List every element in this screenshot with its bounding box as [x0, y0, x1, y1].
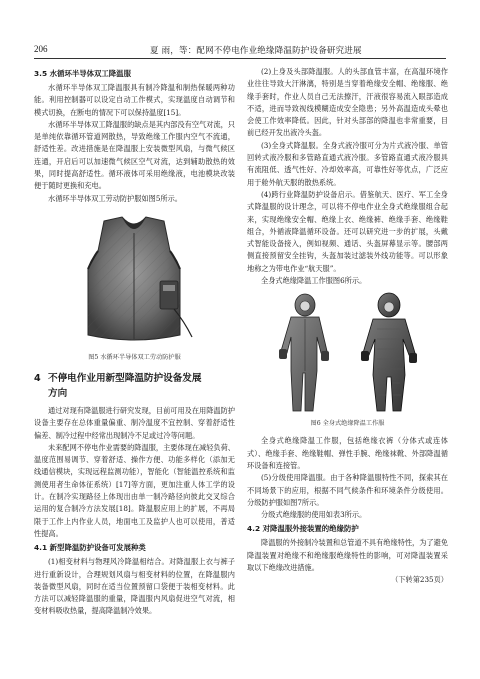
figure-5-vest-image [34, 211, 235, 351]
paragraph: 全身式绝缘降温工作服图6所示。 [261, 276, 367, 286]
running-title: 夏 雨，等：配网不停电作业绝缘降温防护设备研究进展 [150, 46, 362, 56]
section-4-title-line1: 不停电作业用新型降温防护设备发展 [48, 372, 202, 384]
section-4-number: 4 [34, 372, 41, 384]
paragraph: (4)跨行业降温防护设备启示。借鉴航天、医疗、军工全身式降温服的设计理念，可以将不停电作业全身式绝缘服组合起来，实现绝缘安全帽、绝缘上衣、绝缘裤、绝缘手套、绝缘鞋组合，外循液降温循环设备。还可以研究进一步的扩展，头戴式智能设备接入，例如视频、通话、头盔屏幕显示等。腰部两侧直接预留安全挂钩，头盔加装过滤装外线功能等。可以形象地称之为带电作业“航天服”。 [247, 189, 448, 273]
left-column [34, 66, 235, 618]
paragraph: (1)相变材料与物理风冷降温相结合。对降温服上衣与裤子进行重新设计，合理规划风扇与相变材料的位置，在降温服内装备微型风扇，同时在适当位置预留口袋便于装相变材料。此方法可以减轻降温服的重量，降温服内风扇促进空气对流，相变材料吸收热量，提高降温制冷效果。 [34, 557, 235, 616]
paragraph: (2)上身及头部降温服。人的头部血管丰富，在高温环境作业往往导致大汗淋漓，特别是当穿着绝缘安全帽、绝缘服、绝缘手套时，作业人员自己无法擦汗，汗液很容易流入眼部造成不适，进而导致视线模糊造成安全隐患；另外高温造成头晕也会使工作效率降低。因此，针对头部部的降温也非常重要，目前已经开发出液冷头盔。 [247, 67, 448, 138]
suits-illustration [247, 291, 448, 417]
paragraph: 降温服的外接制冷装置和总管道不具有绝缘特性，为了避免降温装置对绝缘不和绝缘服绝缘特性的影响，可对降温装置采取以下绝缘改进措施。 [247, 538, 448, 573]
paragraph: 水循环半导体双工劳动防护服如图5所示。 [48, 193, 182, 203]
suit-left [279, 294, 329, 411]
section-3-5-heading: 3.5 水循环半导体双工降温服 [34, 69, 131, 78]
figure-6-suits-image [247, 291, 448, 417]
header-rule [34, 58, 446, 59]
figure-6-caption: 图6 全身式绝缘降温工作服 [310, 420, 385, 428]
paragraph: 分级式绝缘服的使用如表3所示。 [261, 510, 367, 520]
vest-illustration [34, 211, 235, 351]
section-4-2-heading: 4.2 对降温服外接装置的绝缘防护 [247, 524, 359, 534]
paragraph: 水循环半导体双工降温服的缺点是其内部没有空气对流，只是单纯依靠循环管道网散热，导致绝缘工作服内空气不流通，舒适性差。改进措施是在降温服上安装微型风扇，与微气候区连通，开启后可以加速微气候区空气对流，达到辅助散热的效果，同时提高舒适性。循环液体可采用绝缘液，电池模块改装便于随时更换和充电。 [34, 119, 235, 191]
section-4-heading [34, 371, 235, 401]
continued-note: （下转第235页） [391, 575, 448, 585]
section-4-title-line2: 方向 [48, 387, 68, 399]
right-column [247, 66, 448, 587]
paragraph: 未来配网不停电作业需要的降温服，主要体现在减轻负荷、温度范围易调节、穿着舒适、操作方便、功能多样化（添加无线通信模块，实现远程监测功能），智能化（智能温控系统和监测使用者生命体征系统）[17]等方面，更加注重人体工学的设计。在制冷实现路径上体现出由单一制冷路径向彼此交叉综合运用的复合制冷方法发展[18]。降温服应用上的扩展，不再局限于工作上内作业人员，地面电工及监护人也可以使用，普适性提高。 [34, 442, 235, 538]
paragraph: (3)全身式降温服。全身式液冷服可分为片式液冷服、单管回转式液冷服和多管路直通式液冷服。多管路直通式液冷服具有流阻低、透气性好、冷却效率高，可靠性好等优点，广泛应用于舱外航天服的散热系统。 [247, 140, 448, 187]
paragraph: 通过对现有降温服进行研究发现，目前可用及在用降温防护设备主要存在总体重量偏重、制冷温度不宜控制、穿着舒适性偏差、制冷过程中经常出现制冷不足或过冷等问题。 [34, 405, 235, 440]
paragraph: 全身式绝缘降温工作服，包括绝缘衣裤（分体式或连体式）、绝缘手套、绝缘鞋帽、弹性手腕、绝缘袜靴、外部降温循环设备和连接管。 [247, 436, 448, 470]
paragraph: (5)分级使用降温服。由于各种降温服特性不同，探索其在不同场景下的应用，根据不同气候条件和环境条件分级使用。分级防护服如图7所示。 [247, 473, 448, 507]
section-4-1-heading: 4.1 新型降温防护设备可发展种类 [34, 543, 146, 553]
figure-5-caption: 图5 水循环半导体双工劳动防护服 [88, 353, 181, 361]
page-number: 206 [34, 44, 48, 54]
paragraph: 水循环半导体双工降温服具有制冷降温和制热保暖两种功能。利用控制器可以设定自动工作模式，实现温度自动调节和模式切换，在断电的情况下可以保持温度[15]。 [34, 83, 235, 117]
suit-right [361, 293, 417, 411]
page-header [34, 44, 446, 58]
